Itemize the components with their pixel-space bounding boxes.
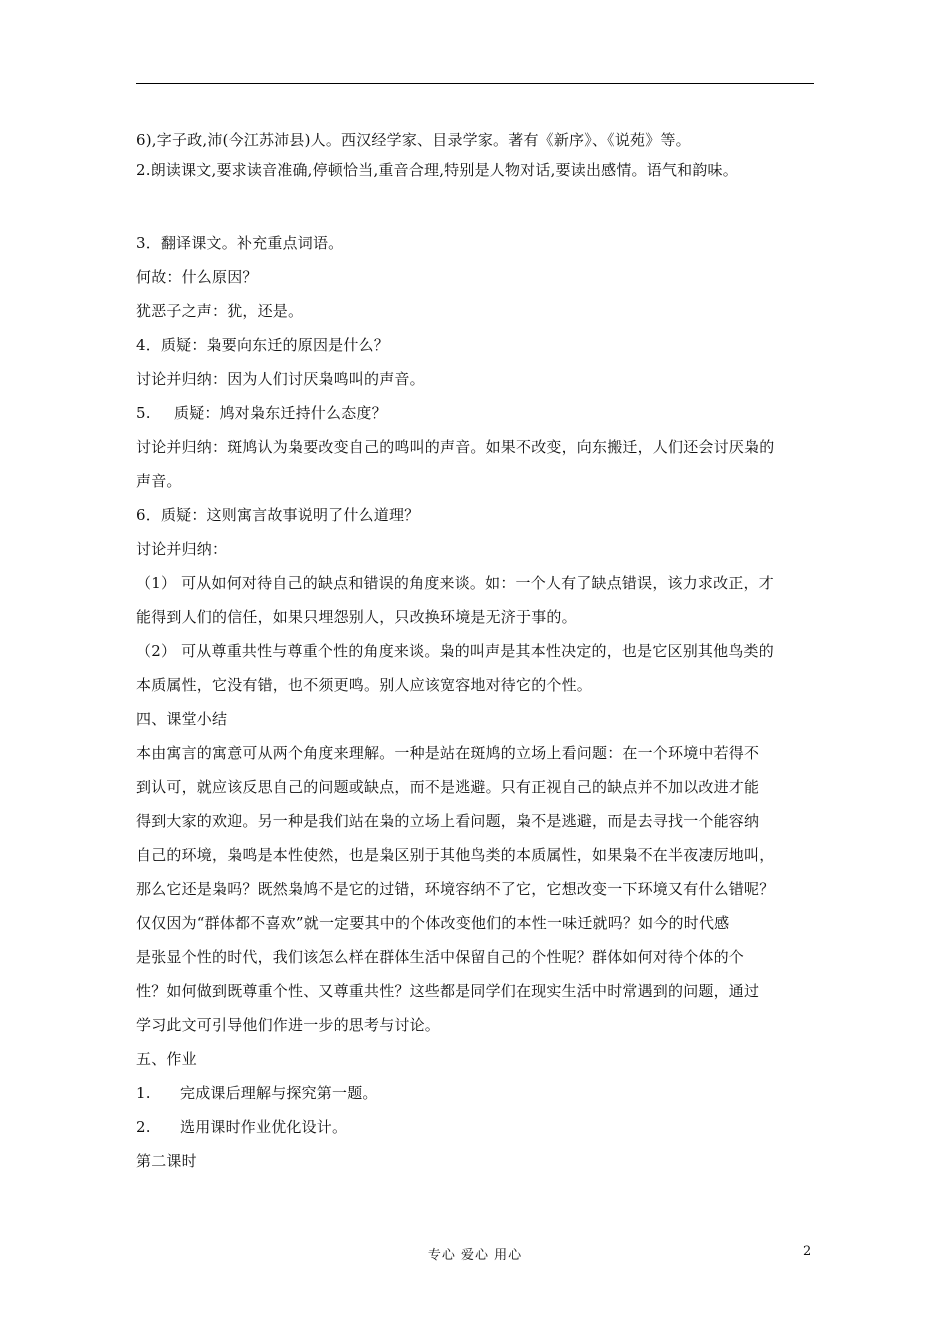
- text-line: 犹恶子之声：犹，还是。: [136, 302, 304, 320]
- text-line: （2） 可从尊重共性与尊重个性的角度来谈。枭的叫声是其本性决定的，也是它区别其他鸟类的: [136, 642, 774, 660]
- text-line: 能得到人们的信任，如果只埋怨别人，只改换环境是无济于事的。: [136, 608, 577, 626]
- footer-slogan: 专心 爱心 用心: [427, 1248, 523, 1263]
- text-line: 本由寓言的寓意可从两个角度来理解。一种是站在斑鸠的立场上看问题：在一个环境中若得不: [136, 744, 760, 762]
- text-line: 学习此文可引导他们作进一步的思考与讨论。: [136, 1016, 441, 1034]
- text-line: 仅仅因为“群体都不喜欢”就一定要其中的个体改变他们的本性一味迁就吗？如今的时代感: [136, 914, 730, 932]
- text-line: 是张显个性的时代，我们该怎么样在群体生活中保留自己的个性呢？群体如何对待个体的个: [136, 948, 745, 966]
- text-line: 到认可，就应该反思自己的问题或缺点，而不是逃避。只有正视自己的缺点并不加以改进才能: [136, 778, 760, 796]
- section-heading: 四、课堂小结: [136, 710, 228, 728]
- document-body: [136, 125, 821, 1178]
- text-line: 第二课时: [136, 1152, 197, 1170]
- blank-line: [136, 185, 821, 226]
- item-text: 选用课时作业优化设计。: [180, 1118, 348, 1136]
- text-line: 4．质疑：枭要向东迁的原因是什么？: [136, 336, 389, 354]
- text-line: 本质属性，它没有错，也不须更鸣。别人应该宽容地对待它的个性。: [136, 676, 593, 694]
- section-heading: 五、作业: [136, 1050, 197, 1068]
- text-line: 6),字子政,沛(今江苏沛县)人。西汉经学家、目录学家。著有《新序》、《说苑》等。: [136, 131, 691, 149]
- text-line: 得到大家的欢迎。另一种是我们站在枭的立场上看问题，枭不是逃避，而是去寻找一个能容纳: [136, 812, 760, 830]
- text-line: 讨论并归纳：: [136, 540, 228, 558]
- numbered-item: [136, 1110, 821, 1144]
- text-line: （1） 可从如何对待自己的缺点和错误的角度来谈。如：一个人有了缺点错误，该力求改正，才: [136, 574, 774, 592]
- text-line: 2.朗读课文,要求读音准确,停顿恰当,重音合理,特别是人物对话,要读出感情。语气和韵味。: [136, 161, 738, 179]
- header-rule: [136, 83, 814, 84]
- text-line: 6．质疑：这则寓言故事说明了什么道理？: [136, 506, 420, 524]
- text-line: 讨论并归纳：斑鸠认为枭要改变自己的鸣叫的声音。如果不改变，向东搬迁，人们还会讨厌枭的: [136, 438, 775, 456]
- page-number: 2: [803, 1244, 812, 1259]
- numbered-item: [136, 1076, 821, 1110]
- text-line: 自己的环境，枭鸣是本性使然，也是枭区别于其他鸟类的本质属性，如果枭不在半夜凄厉地叫，: [136, 846, 775, 864]
- numbered-item: [136, 396, 821, 430]
- item-number: 2.: [136, 1118, 151, 1136]
- text-line: 何故：什么原因？: [136, 268, 258, 286]
- text-line: 3．翻译课文。补充重点词语。: [136, 234, 344, 252]
- item-text: 完成课后理解与探究第一题。: [180, 1084, 378, 1102]
- text-line: 性？如何做到既尊重个性、又尊重共性？这些都是同学们在现实生活中时常遇到的问题，通过: [136, 982, 760, 1000]
- item-number: 5.: [136, 404, 151, 422]
- text-line: 讨论并归纳：因为人们讨厌枭鸣叫的声音。: [136, 370, 425, 388]
- item-text: 质疑：鸠对枭东迁持什么态度？: [174, 404, 387, 422]
- item-number: 1.: [136, 1084, 151, 1102]
- text-line: 那么它还是枭吗？既然枭鸠不是它的过错，环境容纳不了它，它想改变一下环境又有什么错呢？: [136, 880, 775, 898]
- text-line: 声音。: [136, 472, 182, 490]
